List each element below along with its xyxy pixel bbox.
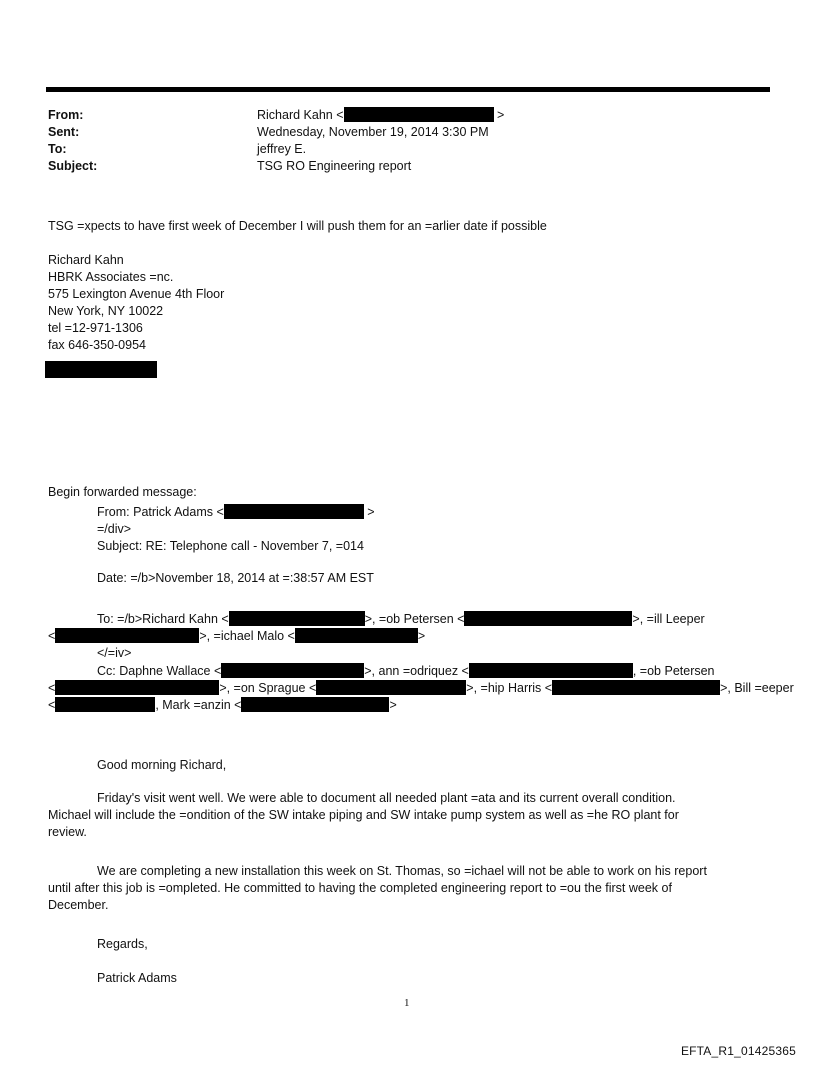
sig-line: Richard Kahn: [48, 253, 124, 267]
redaction: [469, 663, 633, 678]
redaction: [55, 680, 219, 695]
sent-label: Sent:: [48, 125, 80, 139]
cc-text: , =ob Petersen: [632, 664, 715, 678]
fwd-subject: Subject: RE: Telephone call - November 7, =014: [97, 539, 364, 553]
forward-intro: Begin forwarded message:: [48, 485, 197, 499]
to-text: >: [417, 629, 426, 643]
para-line: We are completing a new installation this week on St. Thomas, so =ichael will not be able to work on his report: [97, 864, 707, 878]
fwd-from-text: From: Patrick Adams <: [97, 505, 224, 519]
to-text: >, =ichael Malo <: [199, 629, 295, 643]
to-value: jeffrey E.: [257, 142, 307, 156]
header-rule: [46, 87, 770, 92]
subject-label: Subject:: [48, 159, 98, 173]
greeting: Good morning Richard,: [97, 758, 227, 772]
redaction: [55, 628, 199, 643]
from-name: Richard Kahn <: [257, 108, 344, 122]
to-text: >, =ill Leeper: [632, 612, 705, 626]
cc-text: Cc: Daphne Wallace <: [97, 664, 222, 678]
fwd-to-cont: [48, 628, 425, 644]
redaction: [241, 697, 389, 712]
fwd-cc: [97, 663, 715, 679]
sig-line: tel =12-971-1306: [48, 321, 143, 335]
cc-text: >, =on Sprague <: [219, 681, 317, 695]
fwd-cc-cont: [48, 680, 794, 696]
from-value: [257, 107, 504, 123]
sig-line: New York, NY 10022: [48, 304, 164, 318]
subject-value: TSG RO Engineering report: [257, 159, 412, 173]
para-line: review.: [48, 825, 87, 839]
para-line: Friday's visit went well. We were able to document all needed plant =ata and its current overall condition.: [97, 791, 676, 805]
to-text: >, =ob Petersen <: [364, 612, 465, 626]
body-line: TSG =xpects to have first week of December I will push them for an =arlier date if possible: [48, 219, 547, 233]
redaction: [45, 361, 157, 378]
sent-value: Wednesday, November 19, 2014 3:30 PM: [257, 125, 489, 139]
from-label: From:: [48, 108, 84, 122]
sig-line: 575 Lexington Avenue 4th Floor: [48, 287, 225, 301]
redaction: [221, 663, 364, 678]
cc-text: , Mark =anzin <: [155, 698, 242, 712]
sig-line: fax 646-350-0954: [48, 338, 146, 352]
redaction: [229, 611, 365, 626]
redaction: [295, 628, 418, 643]
page-number: 1: [404, 997, 410, 1009]
fwd-date: Date: =/b>November 18, 2014 at =:38:57 AM EST: [97, 571, 374, 585]
bates-number: EFTA_R1_01425365: [680, 1044, 796, 1058]
cc-text: >, ann =odriquez <: [364, 664, 469, 678]
cc-text: >, Bill =eeper: [720, 681, 794, 695]
to-label: To:: [48, 142, 67, 156]
redaction: [316, 680, 466, 695]
redaction: [55, 697, 155, 712]
fwd-iv: </=iv>: [97, 646, 132, 660]
sig-line: HBRK Associates =nc.: [48, 270, 174, 284]
fwd-cc-cont: [48, 697, 397, 713]
redaction: [464, 611, 632, 626]
fwd-div: =/div>: [97, 522, 132, 536]
fwd-from: [97, 504, 375, 520]
para-line: December.: [48, 898, 109, 912]
redaction: [344, 107, 494, 122]
para-line: Michael will include the =ondition of the SW intake piping and SW intake pump system as well as =he RO plant for: [48, 808, 679, 822]
cc-text: >, =hip Harris <: [466, 681, 553, 695]
fwd-to: [97, 611, 705, 627]
to-text: <: [48, 629, 56, 643]
closing: Regards,: [97, 937, 148, 951]
bracket: >: [497, 108, 505, 122]
cc-text: >: [389, 698, 397, 712]
bracket: >: [367, 505, 375, 519]
para-line: until after this job is =ompleted. He committed to having the completed engineering report to =ou the first week of: [48, 881, 672, 895]
signoff: Patrick Adams: [97, 971, 177, 985]
to-text: To: =/b>Richard Kahn <: [97, 612, 229, 626]
redaction: [224, 504, 364, 519]
cc-text: <: [48, 681, 56, 695]
cc-text: <: [48, 698, 56, 712]
redaction: [552, 680, 720, 695]
